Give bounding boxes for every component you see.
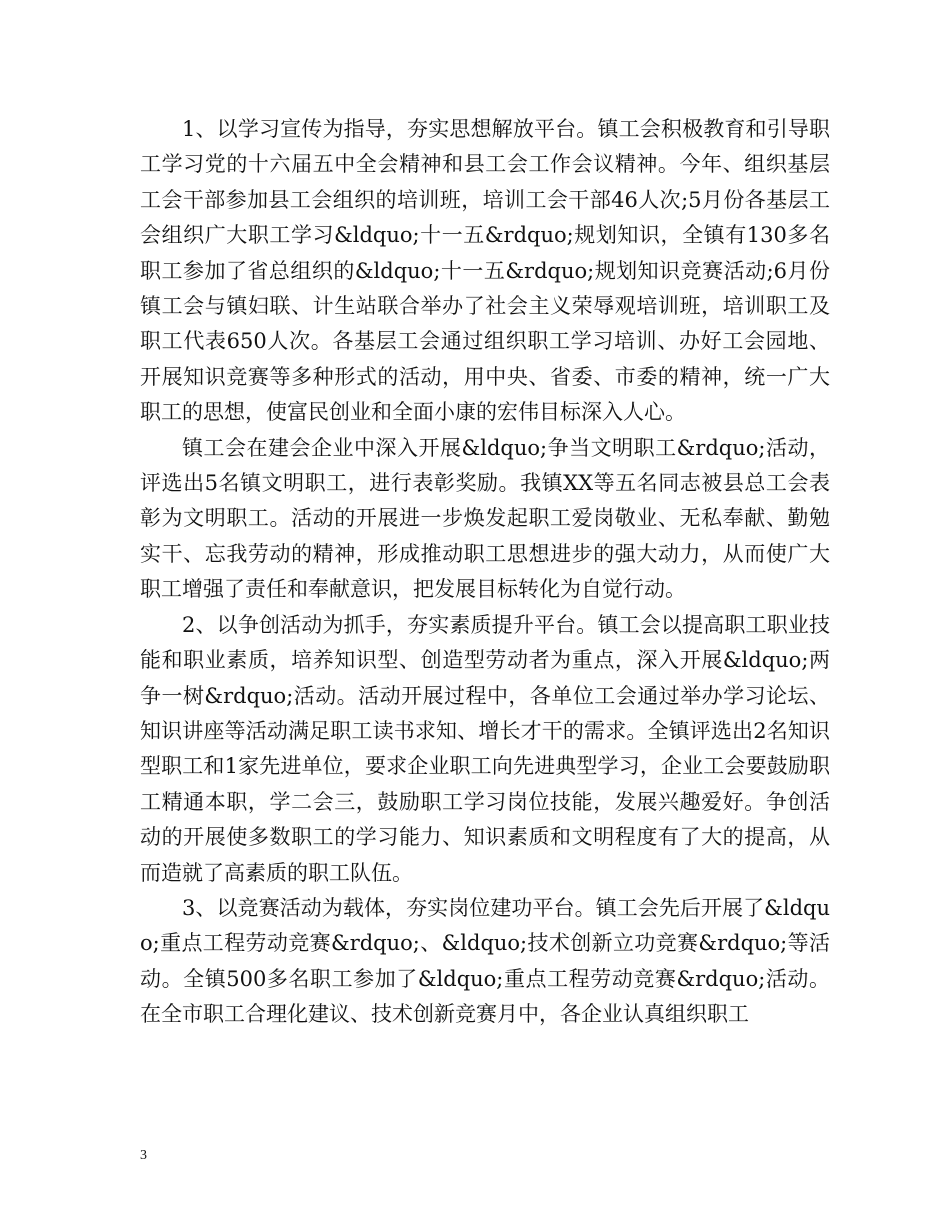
page-number: 3 bbox=[140, 1148, 147, 1163]
paragraph-1: 1、以学习宣传为指导，夯实思想解放平台。镇工会积极教育和引导职工学习党的十六届五中全会精神和县工会工作会议精神。今年、组织基层工会干部参加县工会组织的培训班，培训工会干部46人次;5月份各基层工会组织广大职工学习&ldquo;十一五&rdquo;规划知识，全镇有130多名职工参加了省总组织的&ldquo;十一五&rdquo;规划知识竞赛活动;6月份镇工会与镇妇联、计生站联合举办了社会主义荣辱观培训班，培训职工及职工代表650人次。各基层工会通过组织职工学习培训、办好工会园地、开展知识竞赛等多种形式的活动，用中央、省委、市委的精神，统一广大职工的思想，使富民创业和全面小康的宏伟目标深入人心。 bbox=[140, 117, 830, 425]
paragraph-3: 2、以争创活动为抓手，夯实素质提升平台。镇工会以提高职工职业技能和职业素质，培养知识型、创造型劳动者为重点，深入开展&ldquo;两争一树&rdquo;活动。活动开展过程中，各单位工会通过举办学习论坛、知识讲座等活动满足职工读书求知、增长才干的需求。全镇评选出2名知识型职工和1家先进单位，要求企业职工向先进典型学习，企业工会要鼓励职工精通本职，学二会三，鼓励职工学习岗位技能，发展兴趣爱好。争创活动的开展使多数职工的学习能力、知识素质和文明程度有了大的提高，从而造就了高素质的职工队伍。 bbox=[140, 612, 830, 885]
paragraph-2: 镇工会在建会企业中深入开展&ldquo;争当文明职工&rdquo;活动，评选出5名镇文明职工，进行表彰奖励。我镇XX等五名同志被县总工会表彰为文明职工。活动的开展进一步焕发起职工爱岗敬业、无私奉献、勤勉实干、忘我劳动的精神，形成推动职工思想进步的强大动力，从而使广大职工增强了责任和奉献意识，把发展目标转化为自觉行动。 bbox=[140, 435, 830, 602]
paragraph-4: 3、以竞赛活动为载体，夯实岗位建功平台。镇工会先后开展了&ldquo;重点工程劳动竞赛&rdquo;、&ldquo;技术创新立功竞赛&rdquo;等活动。全镇500多名职工参加了&ldquo;重点工程劳动竞赛&rdquo;活动。在全市职工合理化建议、技术创新竞赛月中，各企业认真组织职工 bbox=[140, 895, 830, 1027]
body-text bbox=[140, 112, 830, 1033]
